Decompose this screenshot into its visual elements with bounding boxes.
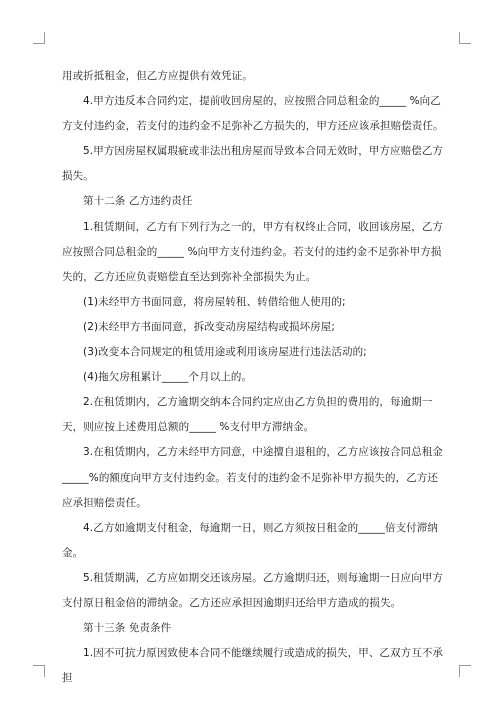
section-heading: 第十三条 免责条件 (83, 622, 172, 635)
paragraph: 用或折抵租金，但乙方应提供有效凭证。 (62, 70, 253, 82)
list-item: (1)未经甲方书面同意，将房屋转租、转借给他人使用的; (83, 295, 346, 308)
crop-mark-top-left (33, 32, 45, 44)
paragraph: 4.乙方如逾期支付租金，每逾期一日，则乙方须按日租金的_____倍支付滞纳金。 (62, 521, 438, 559)
paragraph: 5.租赁期满，乙方应如期交还该房屋。乙方逾期归还，则每逾期一日应向甲方支付原日租金倍的滞纳金。乙方还应承担因逾期归还给甲方造成的损失。 (62, 571, 444, 609)
paragraph: 3.在租赁期内，乙方未经甲方同意，中途擅自退租的，乙方应该按合同总租金_____%的额度向甲方支付违约金。若支付的违约金不足弥补甲方损失的，乙方还应承担赔偿责任。 (62, 446, 444, 509)
paragraph: 1.租赁期间，乙方有下列行为之一的，甲方有权终止合同，收回该房屋，乙方应按照合同总租金的_____ %向甲方支付违约金。若支付的违约金不足弥补甲方损失的，乙方还应负责赔偿直至达到弥补全部损失为止。 (62, 220, 444, 283)
list-item: (2)未经甲方书面同意，拆改变动房屋结构或损坏房屋; (83, 320, 336, 333)
paragraph: 1.因不可抗力原因致使本合同不能继续履行或造成的损失，甲、乙双方互不承担 (62, 647, 444, 685)
list-item: (4)拖欠房租累计_____个月以上的。 (83, 371, 253, 384)
document-body (62, 64, 446, 691)
section-heading: 第十二条 乙方违约责任 (83, 195, 193, 208)
list-item: (3)改变本合同规定的租赁用途或利用该房屋进行违法活动的; (83, 346, 367, 359)
crop-mark-bottom-left (33, 665, 45, 677)
crop-mark-top-right (459, 32, 471, 44)
paragraph: 5.甲方因房屋权属瑕疵或非法出租房屋而导致本合同无效时，甲方应赔偿乙方损失。 (62, 145, 444, 183)
paragraph: 4.甲方违反本合同约定，提前收回房屋的，应按照合同总租金的_____ %向乙方支付违约金，若支付的违约金不足弥补乙方损失的，甲方还应该承担赔偿责任。 (62, 95, 444, 133)
paragraph: 2.在租赁期内，乙方逾期交纳本合同约定应由乙方负担的费用的，每逾期一天，则应按上述费用总额的_____ %支付甲方滞纳金。 (62, 396, 433, 434)
crop-mark-bottom-right (459, 665, 471, 677)
